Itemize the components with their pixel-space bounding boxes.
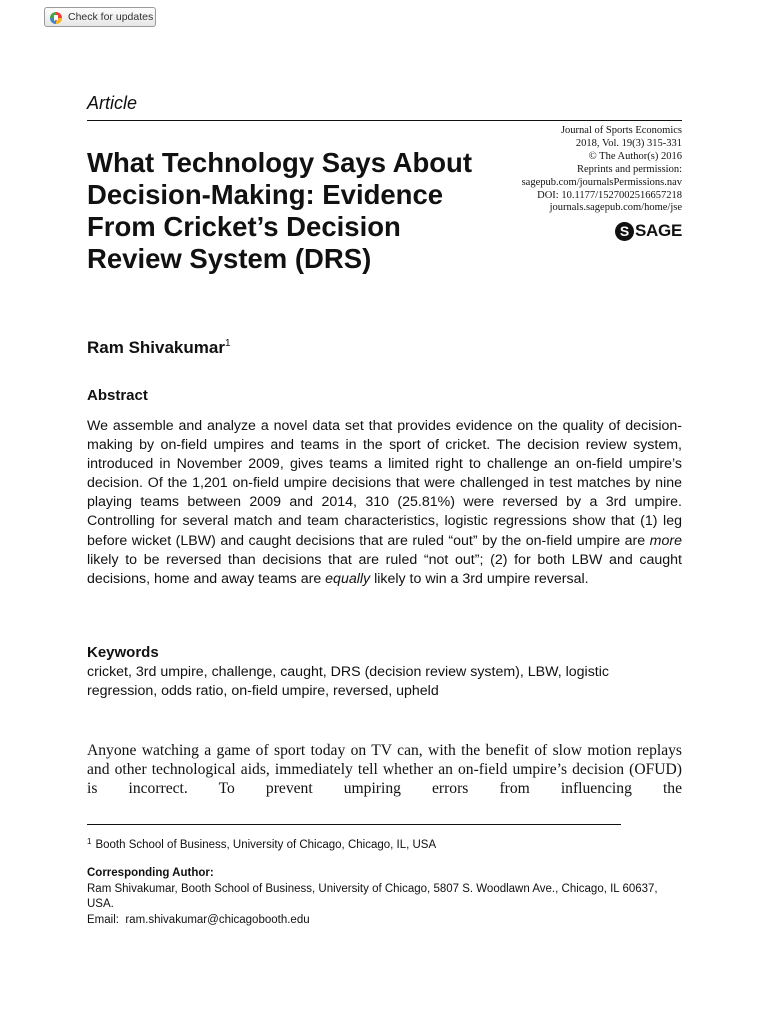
header-rule [87, 120, 682, 121]
doi-link[interactable]: DOI: 10.1177/1527002516657218 [537, 189, 682, 201]
email-label: Email: [87, 913, 119, 926]
abstract-emphasis-1: more [649, 532, 682, 549]
abstract-part-1: We assemble and analyze a novel data set that provides evidence on the quality of decision-making by on-field umpires and teams in the sport of cricket. The decision review system, introduced in November 2009, gives teams a limited right to challenge an on-field umpire’s decision. Of the 1,201 on-field umpire decisions that were challenged in test matches by nine playing teams between 2009 and 2014, 310 (25.81%) were reversed by a 3rd umpire. Controlling for several match and team characteristics, logistic regressions show that (1) leg before wicket (LBW) and caught decisions that are ruled “out” by the on-field umpire are [87, 418, 682, 549]
permissions-link[interactable]: sagepub.com/journalsPermissions.nav [521, 176, 682, 188]
author-name: Ram Shivakumar [87, 338, 225, 357]
journal-metadata [442, 125, 682, 215]
article-type-label: Article [87, 93, 138, 113]
journal-reprints: Reprints and permission: [577, 163, 682, 175]
journal-volume: 2018, Vol. 19(3) 315-331 [575, 137, 682, 149]
corresponding-author-address: Ram Shivakumar, Booth School of Business, University of Chicago, 5807 S. Woodlawn Ave., Chicago, IL 60637, USA. [87, 882, 658, 911]
affiliation-footnote [87, 834, 682, 853]
corresponding-author [87, 866, 682, 928]
journal-copyright: © The Author(s) 2016 [588, 150, 682, 162]
body-intro-paragraph: Anyone watching a game of sport today on TV can, with the benefit of slow motion replays and other technological aids, immediately tell whether an on-field umpire’s decision (OFUD) is incorrect. To prevent umpiring errors from influencing the [87, 742, 682, 797]
corresponding-author-heading: Corresponding Author: [87, 867, 214, 879]
journal-home-link[interactable]: journals.sagepub.com/home/jse [549, 202, 682, 214]
article-title: What Technology Says About Decision-Making: Evidence From Cricket’s Decision Review System (DRS) [87, 147, 473, 274]
keywords-heading: Keywords [87, 644, 159, 661]
keywords-text: cricket, 3rd umpire, challenge, caught, DRS (decision review system), LBW, logistic regression, odds ratio, on-field umpire, reversed, upheld [87, 664, 609, 700]
abstract-part-3: likely to win a 3rd umpire reversal. [370, 570, 589, 587]
footnote-text: Booth School of Business, University of Chicago, Chicago, IL, USA [95, 839, 437, 851]
abstract-emphasis-2: equally [325, 570, 371, 587]
check-for-updates-label: Check for updates [68, 11, 154, 23]
sage-logo [615, 221, 682, 241]
author-affiliation-mark: 1 [224, 338, 231, 349]
sage-logo-mark: S [615, 222, 634, 241]
corresponding-author-email-line [87, 913, 682, 929]
journal-name: Journal of Sports Economics [560, 125, 682, 136]
abstract-part-2: likely to be reversed than decisions that are ruled “not out”; (2) for both LBW and caught decisions, home and away teams are [87, 551, 682, 587]
abstract-heading: Abstract [87, 387, 148, 404]
email-link[interactable]: ram.shivakumar@chicagobooth.edu [125, 913, 310, 926]
crossmark-icon [50, 11, 62, 23]
author-line [87, 338, 231, 358]
check-for-updates-button[interactable] [44, 7, 156, 27]
footnote-rule [87, 824, 621, 825]
abstract-text [87, 417, 682, 589]
footnote-mark: 1 [87, 837, 92, 846]
sage-logo-text: SAGE [635, 221, 682, 240]
